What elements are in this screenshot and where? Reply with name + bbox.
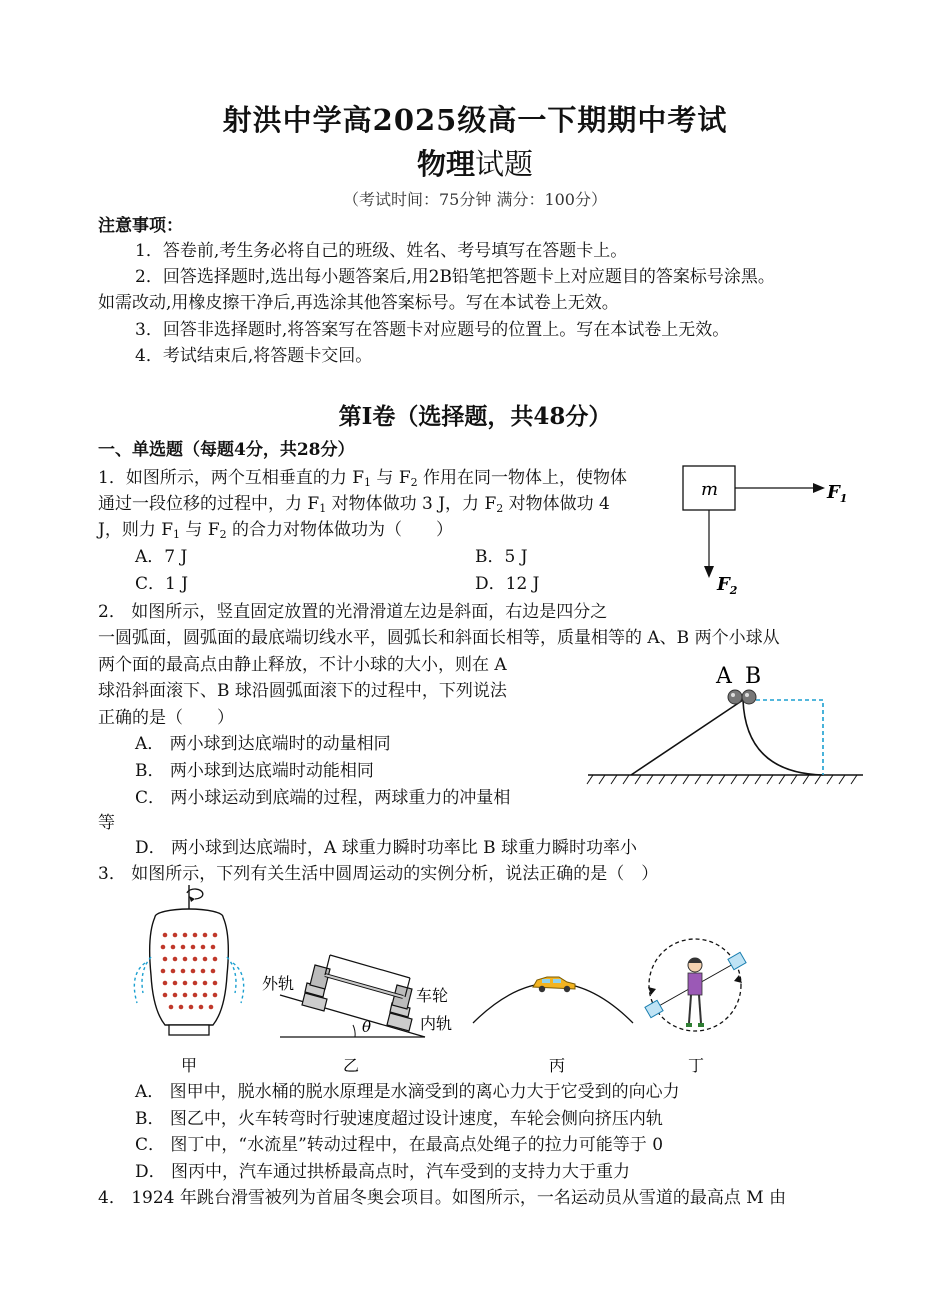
caption-yi: 乙 — [343, 1056, 360, 1075]
note-item: 1．答卷前,考生务必将自己的班级、姓名、考号填写在答题卡上。 — [135, 241, 628, 261]
q1-line: 通过一段位移的过程中，力 $F_1$ 对物体做功 3 J，力 $F_2$ 对物体做功 4 — [98, 494, 610, 515]
q2-option-a: A． 两小球到达底端时的动量相同 — [135, 734, 391, 754]
q1-line: J，则力 $F_1$ 与 $F_2$ 的合力对物体做功为（ ） — [98, 520, 454, 541]
q1-option-c: C．1 J — [135, 574, 189, 594]
note-item: 2．回答选择题时,选出每小题答案后,用2B铅笔把答题卡上对应题目的答案标号涂黑。 — [135, 267, 775, 287]
q3-option-d: D． 图丙中，汽车通过拱桥最高点时，汽车受到的支持力大于重力 — [135, 1162, 631, 1182]
exam-info: （考试时间：75分钟 满分：100分） — [343, 190, 607, 209]
q2-line: 球沿斜面滚下、B 球沿圆弧面滚下的过程中，下列说法 — [98, 681, 507, 701]
q2-option-c: C． 两小球运动到底端的过程，两球重力的冲量相 — [135, 788, 511, 808]
caption-jia: 甲 — [181, 1056, 198, 1075]
f1-label: F — [827, 482, 840, 503]
q1-line: 1．如图所示，两个互相垂直的力 $F_1$ 与 $F_2$ 作用在同一物体上，使物体 — [98, 468, 628, 489]
q2-option-b: B． 两小球到达底端时动能相同 — [135, 761, 374, 781]
q2-option-c-cont: 等 — [98, 813, 115, 833]
q1-option-b: B．5 J — [475, 547, 528, 567]
q2-option-d: D． 两小球到达底端时，A 球重力瞬时功率比 B 球重力瞬时功率小 — [135, 838, 638, 858]
note-item: 4．考试结束后,将答题卡交回。 — [135, 346, 373, 366]
q3-figures — [125, 885, 790, 1075]
spin-dryer-figure — [134, 885, 243, 1075]
notes-heading: 注意事项： — [98, 216, 183, 236]
mass-label: m — [701, 479, 719, 500]
exam-title: 射洪中学高2025级高一下期期中考试 — [222, 103, 728, 137]
note-item: 如需改动,用橡皮擦干净后,再选涂其他答案标号。写在本试卷上无效。 — [98, 293, 619, 313]
ball-a-label: A — [716, 664, 732, 689]
q4-stem: 4． 1924 年跳台滑雪被列为首届冬奥会项目。如图所示，一名运动员从雪道的最高点 M 由 — [98, 1188, 787, 1208]
caption-bing: 丙 — [549, 1056, 566, 1075]
q3-option-c: C． 图丁中，“水流星”转动过程中，在最高点处绳子的拉力可能等于 0 — [135, 1135, 664, 1155]
part-title: 一、单选题（每题4分，共28分） — [98, 440, 355, 460]
water-meteor-figure — [645, 939, 746, 1075]
wheel-label: 车轮 — [416, 986, 449, 1005]
q2-line: 两个面的最高点由静止释放，不计小球的大小，则在 A — [98, 655, 507, 675]
q1-force-diagram — [675, 460, 865, 600]
q2-line: 一圆弧面，圆弧面的最底端切线水平，圆弧长和斜面长相等，质量相等的 A、B 两个小球从 — [98, 628, 780, 648]
svg-text:F1: $F_1$ — [827, 482, 848, 505]
q2-slide-diagram — [583, 655, 868, 790]
q3-option-b: B． 图乙中，火车转弯时行驶速度超过设计速度，车轮会侧向挤压内轨 — [135, 1109, 663, 1129]
subject-bold: 物理 — [416, 147, 475, 181]
outer-rail-label: 外轨 — [262, 974, 295, 993]
q3-option-a: A． 图甲中，脱水桶的脱水原理是水滴受到的离心力大于它受到的向心力 — [135, 1082, 680, 1102]
arch-bridge-figure — [473, 977, 633, 1075]
theta-label: θ — [362, 1018, 372, 1036]
q2-line: 正确的是（ ） — [98, 708, 234, 728]
ball-b-label: B — [745, 664, 762, 689]
caption-ding: 丁 — [688, 1056, 705, 1075]
q1-option-a: A．7 J — [135, 547, 188, 567]
f2-label: F — [717, 574, 730, 595]
section-title: 第I卷（选择题，共48分） — [338, 403, 612, 430]
inner-rail-label: 内轨 — [420, 1014, 453, 1033]
exam-subject — [0, 142, 950, 183]
note-item: 3．回答非选择题时,将答案写在答题卡对应题号的位置上。写在本试卷上无效。 — [135, 320, 730, 340]
svg-text:F2: $F_2$ — [717, 574, 738, 597]
banked-track-figure — [262, 955, 452, 1075]
q3-stem: 3． 如图所示，下列有关生活中圆周运动的实例分析，说法正确的是（ ） — [98, 864, 659, 884]
subject-rest: 试题 — [475, 147, 534, 181]
q1-option-d: D．12 J — [475, 574, 540, 594]
q2-line: 2． 如图所示，竖直固定放置的光滑滑道左边是斜面，右边是四分之 — [98, 602, 608, 622]
